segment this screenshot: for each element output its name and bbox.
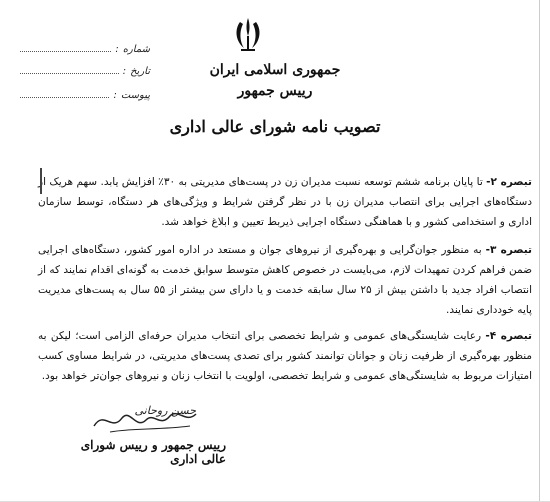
office-title: رییس جمهور [237,83,313,99]
country-title: جمهوری اسلامی ایران [209,62,341,78]
attachment-field: پیوست : [20,88,150,101]
iran-emblem-icon [228,14,268,54]
date-field: تاریخ : [20,64,150,77]
clause-2 [38,172,532,232]
date-line [20,64,119,74]
attachment-label: پیوست [120,90,150,101]
signatory-title: رییس جمهور و رییس شورای عالی اداری [80,438,226,466]
clause-3 [38,240,532,320]
clause-4 [38,326,532,386]
attachment-line [20,88,109,98]
clause-2-title: تبصره ۲- [486,176,532,188]
number-line [20,42,111,52]
number-label: شماره [122,44,150,55]
clause-3-title: تبصره ۳- [485,244,532,256]
clause-3-text: به منظور جوان‌گرایی و بهره‌گیری از نیروهای جوان و مستعد در اداره امور کشور، دستگاه‌های اجرایی ضمن فراهم کردن تمهیدات لازم، می‌بایست در خصوص کاهش متوسط سوابق خدمت به گونه‌ای اقدام نمایند که از انتصاب افراد جدید با داشتن بیش از ۲۵ سال سابقه خدمت و یا دارای سن بیشتر از ۵۵ سال به پست‌های مدیریت پایه خودداری نمایند. [38,244,532,316]
date-label: تاریخ [130,66,150,77]
page-edge-right [539,0,540,502]
clause-4-title: تبصره ۴- [485,330,533,342]
document-title: تصویب نامه شورای عالی اداری [169,117,381,136]
number-field: شماره : [20,42,150,55]
signatory-name: حسن روحانی [134,404,196,417]
clause-2-text: تا پایان برنامه ششم توسعه نسبت مدیران زن در پست‌های مدیریتی به ۳۰٪ افزایش یابد. سهم هریک از دستگاه‌های اجرایی برای انتصاب مدیران زن با در نظر گرفتن شرایط و ویژگی‌های هر دستگاه، توسط سازمان اداری و استخدامی کشور و با هماهنگی دستگاه اجرایی ذیربط تعیین و ابلاغ خواهد شد. [38,176,532,228]
margin-mark [40,168,48,194]
clause-4-text: رعایت شایستگی‌های عمومی و شرایط تخصصی برای انتخاب مدیران حرفه‌ای الزامی است؛ لیکن به منظور بهره‌گیری از ظرفیت زنان و جوانان توانمند کشور برای تصدی پست‌های مدیریتی، در شرایط مساوی کسب امتیازات مربوط به شایستگی‌های عمومی و شرایط تخصصی، اولویت با انتخاب زنان و نیروهای جوان‌تر خواهد بود. [38,330,532,382]
